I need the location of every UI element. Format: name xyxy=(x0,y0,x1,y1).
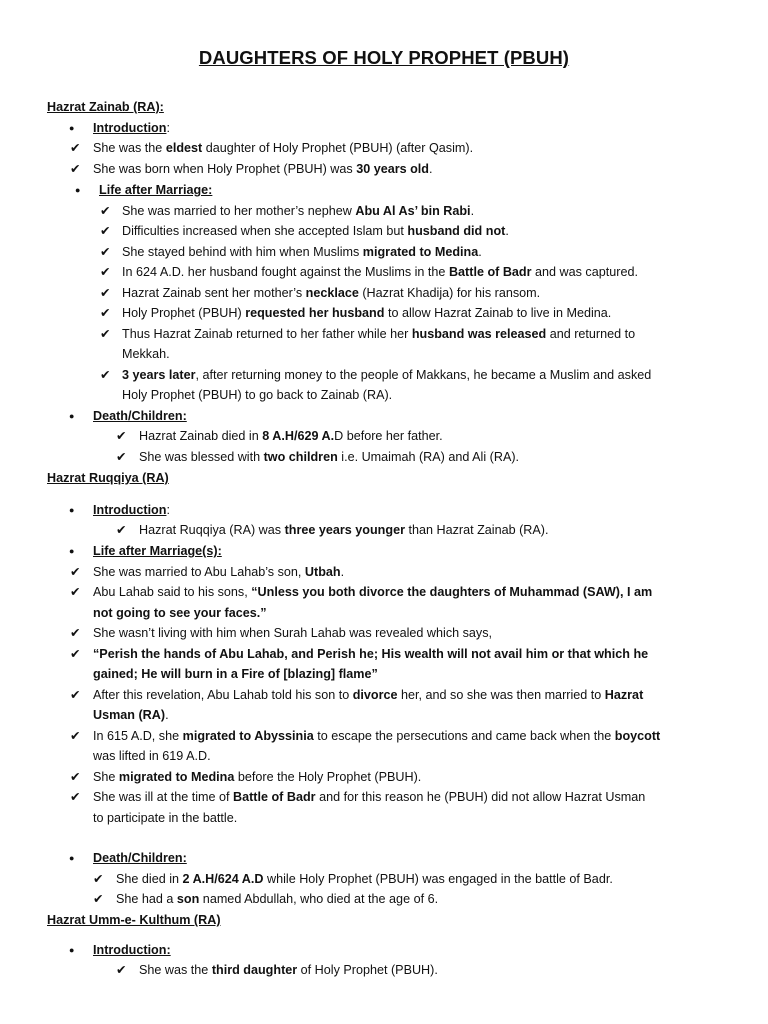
subsection-label: Life after Marriage: xyxy=(99,183,213,197)
checkmark-icon: ✔ xyxy=(116,429,127,443)
list-item: Usman (RA). xyxy=(93,708,169,722)
checkmark-icon: ✔ xyxy=(116,523,127,537)
checkmark-icon: ✔ xyxy=(70,626,81,640)
bullet-icon: ● xyxy=(75,185,81,195)
checkmark-icon: ✔ xyxy=(93,892,104,906)
subsection-label: Life after Marriage(s): xyxy=(93,544,222,558)
checkmark-icon: ✔ xyxy=(70,729,81,743)
list-item: In 615 A.D, she migrated to Abyssinia to escape the persecutions and came back when the boycott xyxy=(93,729,661,743)
list-item: She was married to Abu Lahab’s son, Utbah. xyxy=(93,565,345,579)
list-item: She was born when Holy Prophet (PBUH) was 30 years old. xyxy=(93,162,433,176)
list-item: Holy Prophet (PBUH) requested her husband to allow Hazrat Zainab to live in Medina. xyxy=(122,306,612,320)
list-item: Difficulties increased when she accepted Islam but husband did not. xyxy=(122,224,509,238)
list-item: She stayed behind with him when Muslims migrated to Medina. xyxy=(122,245,482,259)
list-item: gained; He will burn in a Fire of [blazing] flame” xyxy=(93,667,378,681)
checkmark-icon: ✔ xyxy=(70,141,81,155)
checkmark-icon: ✔ xyxy=(116,963,127,977)
list-item: She was married to her mother’s nephew Abu Al As’ bin Rabi. xyxy=(122,204,475,218)
list-item: She migrated to Medina before the Holy Prophet (PBUH). xyxy=(93,770,422,784)
list-item: not going to see your faces.” xyxy=(93,606,267,620)
list-item: She was the third daughter of Holy Prophet (PBUH). xyxy=(139,963,438,977)
checkmark-icon: ✔ xyxy=(70,688,81,702)
list-item: She had a son named Abdullah, who died at the age of 6. xyxy=(116,892,439,906)
bullet-icon: ● xyxy=(69,505,75,515)
checkmark-icon: ✔ xyxy=(70,790,81,804)
list-item: She wasn’t living with him when Surah Lahab was revealed which says, xyxy=(93,626,493,640)
checkmark-icon: ✔ xyxy=(70,585,81,599)
checkmark-icon: ✔ xyxy=(100,368,111,382)
list-item: In 624 A.D. her husband fought against the Muslims in the Battle of Badr and was captured. xyxy=(122,265,638,279)
checkmark-icon: ✔ xyxy=(70,647,81,661)
list-item: She died in 2 A.H/624 A.D while Holy Prophet (PBUH) was engaged in the battle of Badr. xyxy=(116,872,613,886)
checkmark-icon: ✔ xyxy=(70,565,81,579)
list-item: to participate in the battle. xyxy=(93,811,238,825)
bullet-icon: ● xyxy=(69,853,75,863)
bullet-icon: ● xyxy=(69,123,75,133)
checkmark-icon: ✔ xyxy=(93,872,104,886)
list-item: Thus Hazrat Zainab returned to her father while her husband was released and returned to xyxy=(122,327,636,341)
list-item: Mekkah. xyxy=(122,347,170,361)
list-item: 3 years later, after returning money to the people of Makkans, he became a Muslim and asked xyxy=(122,368,652,382)
bullet-icon: ● xyxy=(69,945,75,955)
checkmark-icon: ✔ xyxy=(100,286,111,300)
subsection-label: Introduction: xyxy=(93,121,170,135)
section-heading: Hazrat Zainab (RA): xyxy=(47,100,164,114)
checkmark-icon: ✔ xyxy=(100,224,111,238)
list-item: “Perish the hands of Abu Lahab, and Perish he; His wealth will not avail him or that which he xyxy=(93,647,649,661)
subsection-label: Introduction: xyxy=(93,503,170,517)
bullet-icon: ● xyxy=(69,411,75,421)
checkmark-icon: ✔ xyxy=(100,327,111,341)
checkmark-icon: ✔ xyxy=(100,245,111,259)
subsection-label: Introduction: xyxy=(93,943,171,957)
bullet-icon: ● xyxy=(69,546,75,556)
list-item: Hazrat Zainab sent her mother’s necklace (Hazrat Khadija) for his ransom. xyxy=(122,286,541,300)
list-item: After this revelation, Abu Lahab told his son to divorce her, and so she was then married to Hazrat xyxy=(93,688,644,702)
list-item: She was ill at the time of Battle of Badr and for this reason he (PBUH) did not allow Hazrat Usman xyxy=(93,790,646,804)
checkmark-icon: ✔ xyxy=(100,306,111,320)
list-item: Hazrat Zainab died in 8 A.H/629 A.D before her father. xyxy=(139,429,443,443)
subsection-label: Death/Children: xyxy=(93,851,187,865)
section-heading: Hazrat Ruqqiya (RA) xyxy=(47,471,169,485)
list-item: Abu Lahab said to his sons, “Unless you both divorce the daughters of Muhammad (SAW), I am xyxy=(93,585,653,599)
checkmark-icon: ✔ xyxy=(70,162,81,176)
checkmark-icon: ✔ xyxy=(100,265,111,279)
checkmark-icon: ✔ xyxy=(100,204,111,218)
checkmark-icon: ✔ xyxy=(70,770,81,784)
list-item: Hazrat Ruqqiya (RA) was three years younger than Hazrat Zainab (RA). xyxy=(139,523,549,537)
list-item: was lifted in 619 A.D. xyxy=(93,749,211,763)
subsection-label: Death/Children: xyxy=(93,409,187,423)
list-item: Holy Prophet (PBUH) to go back to Zainab (RA). xyxy=(122,388,393,402)
checkmark-icon: ✔ xyxy=(116,450,127,464)
list-item: She was the eldest daughter of Holy Prophet (PBUH) (after Qasim). xyxy=(93,141,474,155)
section-heading: Hazrat Umm-e- Kulthum (RA) xyxy=(47,913,221,927)
document-title: DAUGHTERS OF HOLY PROPHET (PBUH) xyxy=(198,47,570,68)
list-item: She was blessed with two children i.e. Umaimah (RA) and Ali (RA). xyxy=(139,450,520,464)
